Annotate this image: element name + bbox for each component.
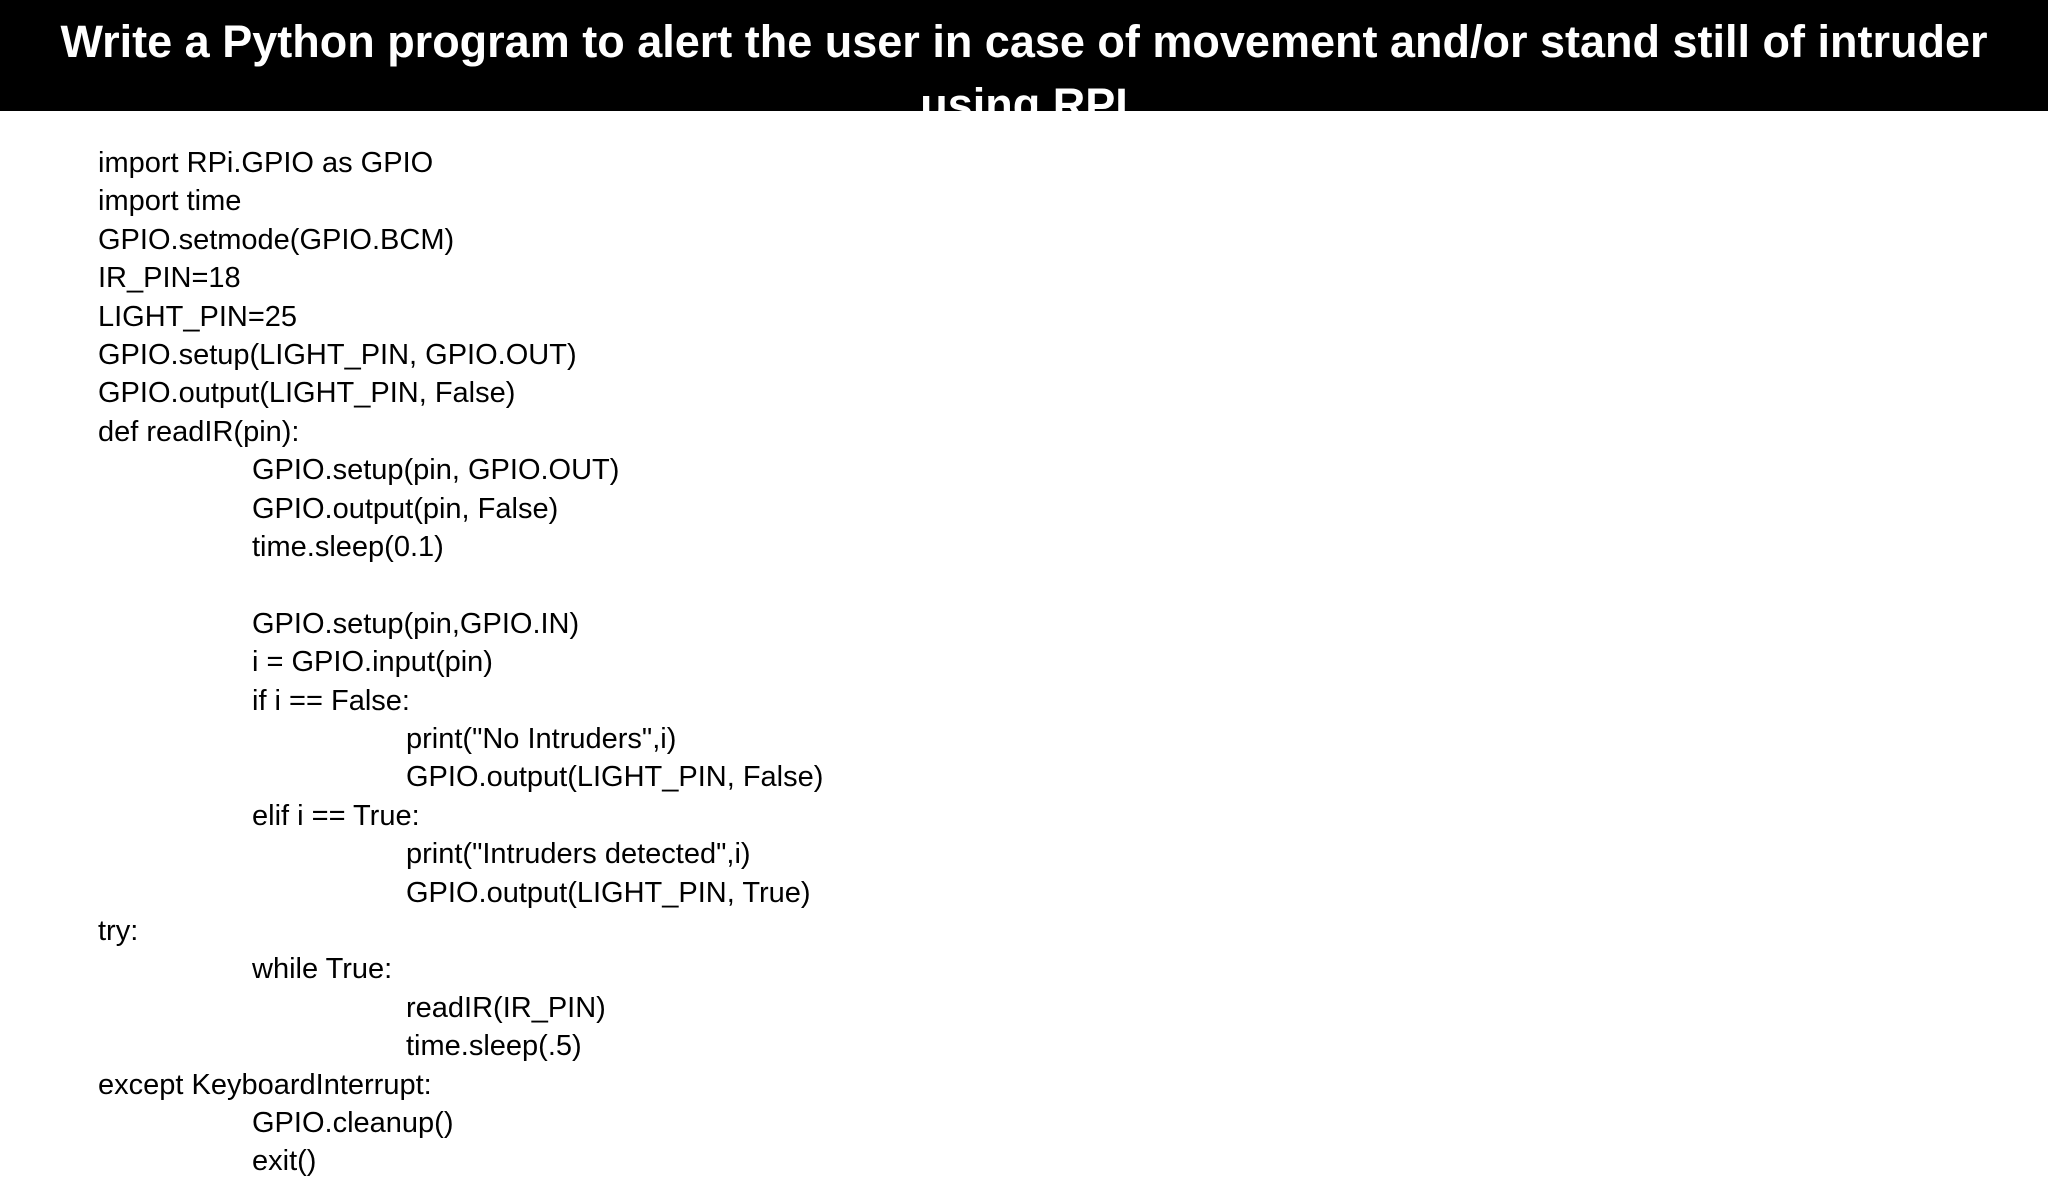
code-line: GPIO.setup(pin, GPIO.OUT) bbox=[252, 454, 620, 487]
code-line: elif i == True: bbox=[252, 799, 420, 832]
code-line: GPIO.cleanup() bbox=[252, 1107, 454, 1139]
code-line: GPIO.setup(LIGHT_PIN, GPIO.OUT) bbox=[98, 339, 577, 371]
code-line: print("Intruders detected",i) bbox=[406, 838, 751, 871]
code-line: GPIO.output(LIGHT_PIN, True) bbox=[406, 876, 811, 909]
code-line: GPIO.output(LIGHT_PIN, False) bbox=[98, 377, 516, 410]
code-line: try: bbox=[98, 915, 139, 947]
code-line: IR_PIN=18 bbox=[98, 262, 241, 295]
code-line: readIR(IR_PIN) bbox=[406, 991, 606, 1024]
code-line: except KeyboardInterrupt: bbox=[98, 1068, 432, 1101]
code-line: exit() bbox=[252, 1145, 317, 1178]
code-line: while True: bbox=[252, 953, 393, 986]
code-line: import RPi.GPIO as GPIO bbox=[98, 147, 434, 179]
code-block bbox=[98, 144, 1898, 1178]
code-line: GPIO.output(LIGHT_PIN, False) bbox=[406, 761, 824, 794]
code-line: GPIO.output(pin, False) bbox=[252, 492, 559, 525]
code-line: GPIO.setmode(GPIO.BCM) bbox=[98, 223, 455, 256]
code-line: i = GPIO.input(pin) bbox=[252, 646, 493, 679]
code-line: GPIO.setup(pin,GPIO.IN) bbox=[252, 607, 580, 640]
code-line: time.sleep(.5) bbox=[406, 1030, 582, 1063]
code-line: def readIR(pin): bbox=[98, 415, 300, 448]
code-line: LIGHT_PIN=25 bbox=[98, 300, 298, 333]
title-bar bbox=[0, 0, 2048, 130]
code-line: if i == False: bbox=[252, 684, 410, 717]
code-line: import time bbox=[98, 185, 242, 218]
code-line: print("No Intruders",i) bbox=[406, 723, 677, 755]
code-line: time.sleep(0.1) bbox=[252, 531, 444, 563]
slide-title: Write a Python program to alert the user in case of movement and/or stand still of intruder using RPI bbox=[60, 16, 1988, 130]
